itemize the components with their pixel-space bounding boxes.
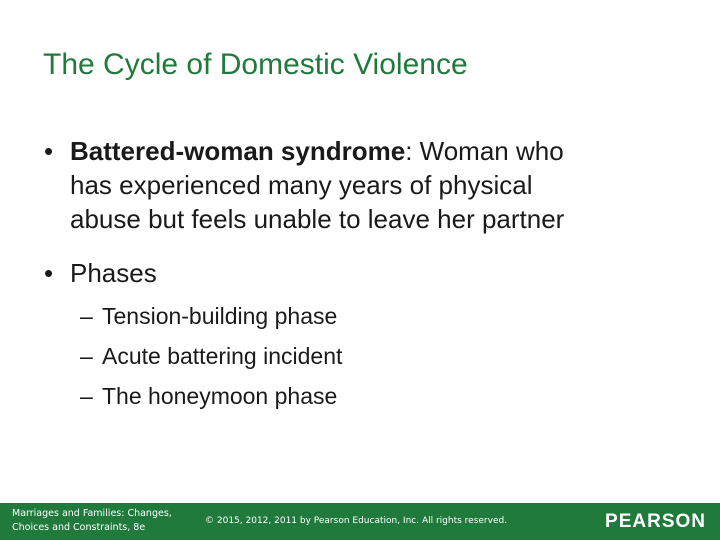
slide-title: The Cycle of Domestic Violence <box>43 48 468 81</box>
dash-symbol: – <box>80 383 93 409</box>
sub-item-text: The honeymoon phase <box>102 383 338 409</box>
footer-book-line-2: Choices and Constraints, 8e <box>12 522 146 533</box>
sub-item-text: Tension-building phase <box>102 303 338 329</box>
pearson-logo: PEARSON <box>605 511 706 532</box>
footer-book-title <box>12 507 197 535</box>
dash-symbol: – <box>80 303 93 329</box>
bullet-term: Battered-woman syndrome <box>70 136 406 166</box>
bullet-symbol: • <box>44 136 54 166</box>
bullet-text: Phases <box>70 258 157 288</box>
bullet-definition-line-2: has experienced many years of physical <box>70 170 533 200</box>
dash-symbol: – <box>80 343 93 369</box>
sub-item-tension-building <box>80 296 337 336</box>
bullet-symbol: • <box>44 258 54 288</box>
footer-book-line-1: Marriages and Families: Changes, <box>12 508 172 519</box>
footer-bar <box>0 503 720 540</box>
sub-item-honeymoon <box>80 376 337 416</box>
footer-copyright: © 2015, 2012, 2011 by Pearson Education, Inc. All rights reserved. <box>205 516 508 526</box>
sub-item-acute-battering <box>80 336 342 376</box>
bullet-definition-line-3: abuse but feels unable to leave her partner <box>70 204 565 234</box>
bullet-definition-start: : Woman who <box>405 136 564 166</box>
sub-item-text: Acute battering incident <box>102 343 343 369</box>
bullet-text <box>70 134 690 236</box>
